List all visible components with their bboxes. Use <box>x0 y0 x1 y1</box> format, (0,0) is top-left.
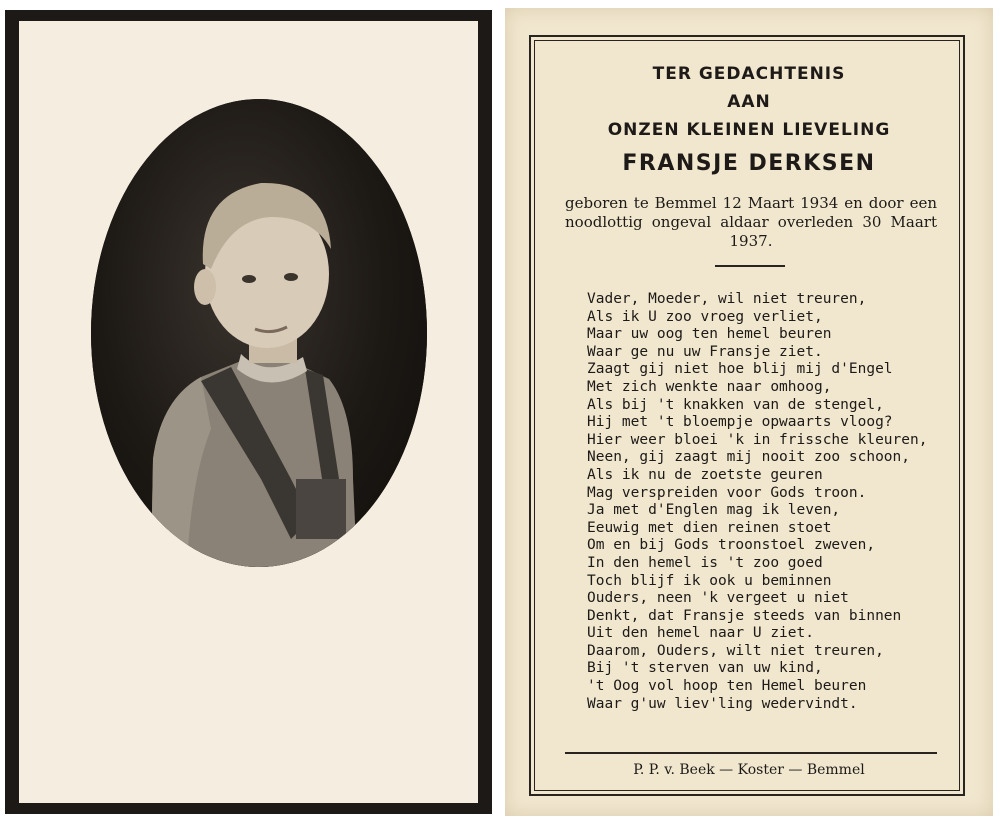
deceased-name: FRANSJE DERKSEN <box>622 151 876 176</box>
poem-line: Als bij 't knakken van de stengel, <box>587 396 884 413</box>
heading-line-3: ONZEN KLEINEN LIEVELING <box>607 120 891 140</box>
birth-death-text: geboren te Bemmel 12 Maart 1934 en door een noodlottig ongeval aldaar overleden 30 Maart 1937. <box>565 194 937 250</box>
poem-line: Eeuwig met dien reinen stoet <box>587 519 832 536</box>
poem-line: Om en bij Gods troonstoel zweven, <box>587 537 876 554</box>
heading-line-1: TER GEDACHTENIS <box>652 64 846 84</box>
poem-line: Toch blijf ik ook u beminnen <box>587 572 832 589</box>
poem-line: Denkt, dat Fransje steeds van binnen <box>587 607 902 624</box>
poem-line: Met zich wenkte naar omhoog, <box>587 378 832 395</box>
poem <box>587 291 947 713</box>
poem-line: Ja met d'Englen mag ik leven, <box>587 502 841 519</box>
poem-line: Ouders, neen 'k vergeet u niet <box>587 590 849 607</box>
poem-line: Zaagt gij niet hoe blij mij d'Engel <box>587 361 893 378</box>
poem-line: Vader, Moeder, wil niet treuren, <box>587 291 867 307</box>
oval-portrait-frame <box>91 99 427 567</box>
poem-line: Hier weer bloei 'k in frissche kleuren, <box>587 431 928 448</box>
heading-line-2: AAN <box>727 92 771 112</box>
printer-credit: P. P. v. Beek — Koster — Bemmel <box>633 762 865 778</box>
poem-line: Daarom, Ouders, wilt niet treuren, <box>587 642 884 659</box>
poem-line: Maar uw oog ten hemel beuren <box>587 326 832 343</box>
suspender-buckle <box>296 479 346 539</box>
memorial-text-card <box>505 8 993 816</box>
child-portrait-photo <box>91 99 427 567</box>
poem-line: Uit den hemel naar U ziet. <box>587 625 814 642</box>
short-divider <box>715 265 785 267</box>
poem-line: Neen, gij zaagt mij nooit zoo schoon, <box>587 449 911 466</box>
poem-line: Hij met 't bloempje opwaarts vloog? <box>587 414 893 431</box>
poem-line: 't Oog vol hoop ten Hemel beuren <box>587 678 867 695</box>
poem-line: Waar g'uw liev'ling wedervindt. <box>587 695 858 712</box>
photo-card-paper <box>19 21 478 803</box>
poem-line: In den hemel is 't zoo goed <box>587 554 823 571</box>
poem-line: Als ik nu de zoetste geuren <box>587 466 823 483</box>
poem-line: Waar ge nu uw Fransje ziet. <box>587 343 823 360</box>
photo-card <box>5 10 492 814</box>
poem-line: Mag verspreiden voor Gods troon. <box>587 484 867 501</box>
poem-line: Als ik U zoo vroeg verliet, <box>587 308 823 325</box>
poem-line: Bij 't sterven van uw kind, <box>587 660 823 677</box>
long-divider <box>565 752 937 754</box>
